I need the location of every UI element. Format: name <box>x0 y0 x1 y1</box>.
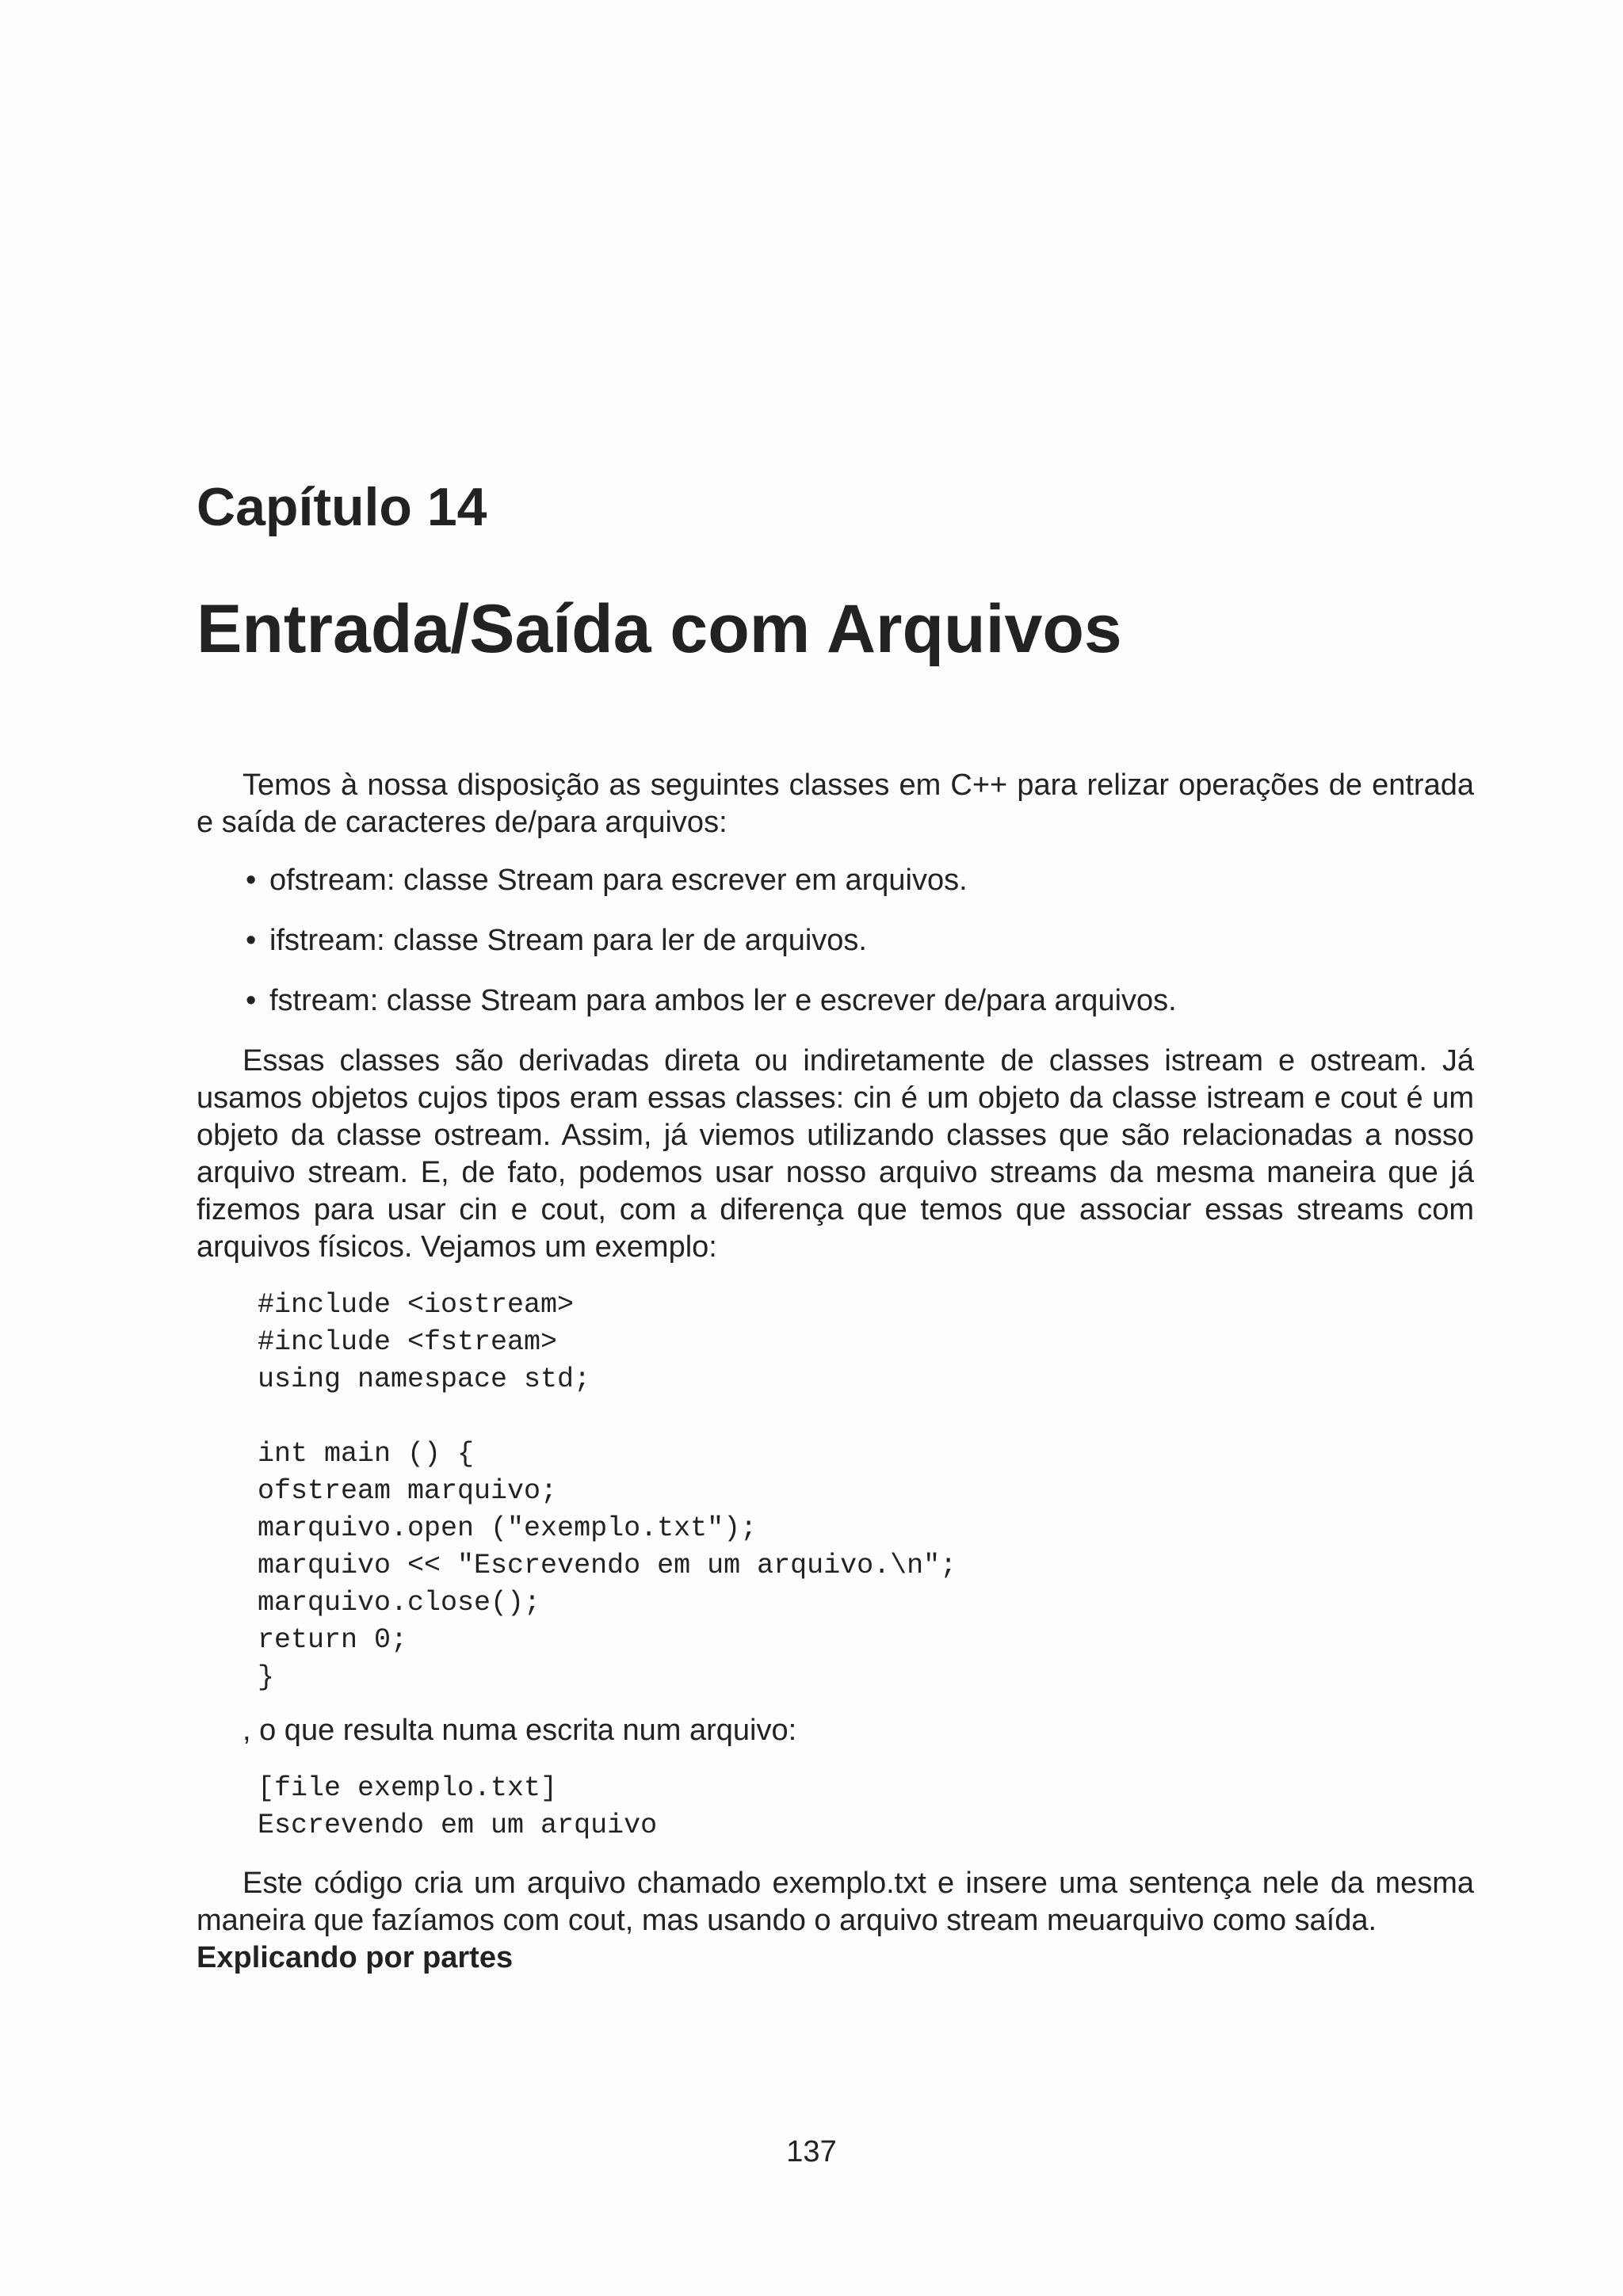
intro-paragraph: Temos à nossa disposição as seguintes classes em C++ para relizar operações de entrada e saída de caracteres de/para arquivos: <box>197 769 1474 839</box>
list-item <box>197 862 1474 899</box>
closing-paragraph: Este código cria um arquivo chamado exemplo.txt e insere uma sentença nele da mesma maneira que fazíamos com cout, mas usando o arquivo stream meuarquivo como saída. <box>197 1867 1474 1937</box>
page-content <box>197 475 1474 1977</box>
list-item <box>197 922 1474 959</box>
code-example: #include <iostream> #include <fstream> using namespace std; int main () { ofstream marquivo; marquivo.open ("exemplo.txt"); marquivo << "Escrevendo em um arquivo.\n"; marquivo.close(); return 0; } <box>258 1289 957 1693</box>
list-item <box>197 982 1474 1020</box>
bullet-icon: • <box>246 984 257 1017</box>
chapter-label: Capítulo 14 <box>197 477 487 537</box>
list-item-text: ifstream: classe Stream para ler de arquivos. <box>269 924 867 957</box>
bullet-icon: • <box>246 924 257 957</box>
chapter-title: Entrada/Saída com Arquivos <box>197 591 1122 667</box>
file-output: [file exemplo.txt] Escrevendo em um arquivo <box>258 1772 658 1841</box>
bullet-icon: • <box>246 864 257 897</box>
section-subheading: Explicando por partes <box>197 1941 514 1974</box>
result-note: , o que resulta numa escrita num arquivo: <box>242 1714 797 1747</box>
list-item-text: fstream: classe Stream para ambos ler e escrever de/para arquivos. <box>269 984 1177 1017</box>
page-number: 137 <box>786 2135 837 2168</box>
class-list <box>197 862 1474 1020</box>
list-item-text: ofstream: classe Stream para escrever em arquivos. <box>269 864 968 897</box>
explanation-paragraph: Essas classes são derivadas direta ou indiretamente de classes istream e ostream. Já usamos objetos cujos tipos eram essas classes: cin é um objeto da classe istream e cout é um objeto da classe ostream. Assim, já viemos utilizando classes que são relacionadas a nosso arquivo stream. E, de fato, podemos usar nosso arquivo streams da mesma maneira que já fizemos para usar cin e cout, com a diferença que temos que associar essas streams com arquivos físicos. Vejamos um exemplo: <box>197 1044 1474 1264</box>
